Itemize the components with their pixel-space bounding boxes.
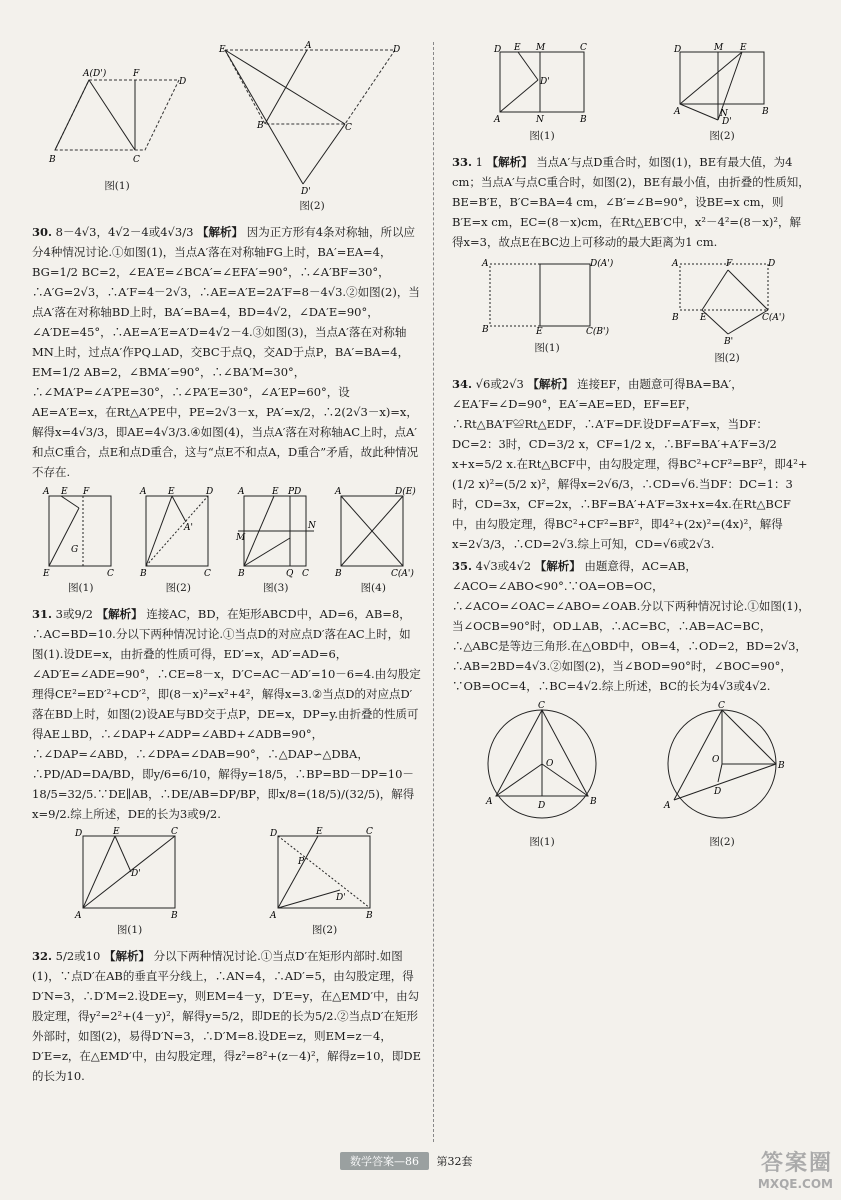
svg-text:A: A — [269, 911, 276, 921]
q31-figure-2-drawing — [269, 827, 380, 921]
svg-text:F: F — [726, 259, 733, 269]
svg-text:N: N — [720, 109, 728, 119]
svg-text:B: B — [590, 797, 597, 807]
svg-text:C: C — [170, 827, 178, 837]
svg-text:D': D' — [540, 77, 550, 87]
svg-text:B': B' — [724, 337, 734, 347]
q31-figure-1-caption: 图(1) — [116, 924, 143, 936]
q30-figure-4-drawing — [333, 486, 417, 579]
svg-text:C: C — [301, 569, 309, 579]
svg-text:E: E — [536, 327, 543, 337]
q35-figure-2 — [652, 700, 792, 852]
q34-answer: √6或2√3 — [475, 377, 524, 391]
svg-text:C: C — [365, 827, 373, 837]
svg-text:C: C — [106, 569, 114, 579]
svg-text:F: F — [133, 69, 140, 79]
svg-text:A: A — [335, 487, 342, 497]
q31-tag: 【解析】 — [96, 607, 143, 621]
q30-figure-1-drawing — [41, 486, 121, 579]
svg-text:A: A — [140, 487, 147, 497]
svg-text:D: D — [393, 45, 401, 55]
svg-text:B: B — [170, 911, 178, 921]
q32-figure-1 — [492, 44, 592, 146]
svg-text:C: C — [538, 701, 545, 711]
svg-text:B: B — [335, 569, 342, 579]
left-column — [32, 40, 422, 1088]
q33-text: 当点A′与点D重合时，如图(1)，BE有最大值，为4 cm；当点A′与点C重合时，如图(2)，BE有最小值，由折叠的性质知，BE=B′E，B′C=BA=4 cm，∠B′=∠B=90°，设BE=x cm，则B′E=x cm，EC=(8－x)cm，在Rt△EB′C中，x²－4²=(8－x)²，解得x=3，故点E在BC边上可移动的最大距离为1 cm. — [452, 155, 810, 249]
svg-text:A: A — [42, 487, 50, 497]
q31-text: 连接AC，BD，在矩形ABCD中，AD=6，AB=8，∴AC=BD=10.分以下两种情况讨论.①当点D的对应点D′落在AC上时，如图(1).设DE=x，由折叠的性质可得，ED′=x，AD′=AD=6，∠AD′E=∠ADE=90°，∴CE=8－x，D′C=AC－AD′=10－6=4.由勾股定理得CE²=ED′²+CD′²，即(8－x)²=x²+4²，解得x=3.②当点D的对应点D′落在BD上时，如图(2)设AE与BD交于点P，DE=x，DP=y.由折叠的性质可得AE⊥BD，∴∠DAP+∠ADP=∠ABD+∠ADB=90°，∴∠DAP=∠ABD，∴∠DPA=∠DAB=90°，∴△DAP∽△DBA，∴PD/AD=DA/BD，即y/6=6/10，解得y=18/5，∴BP=BD－DP=10－18/5=32/5.∵DE∥AB，∴DE/AB=DP/BP，即x/8=(18/5)/(32/5)，解得x=9/2.综上所述，DE的长为3或9/2. — [32, 607, 421, 821]
svg-text:A: A — [664, 801, 671, 811]
watermark-text-cn: 答案圈 — [760, 1151, 833, 1176]
q32-figures — [452, 44, 812, 146]
svg-text:B: B — [672, 313, 679, 323]
q31-figure-2 — [270, 828, 380, 940]
q30-figure-1 — [41, 486, 121, 598]
q30-text: 因为正方形有4条对称轴，所以应分4种情况讨论.①如图(1)，当点A′落在对称轴FG上时，BA′=EA=4，BG=1/2 BC=2，∠EA′E=∠BCA′=∠EFA′=90°，∴∠A′BF=30°，∴A′G=2√3，∴A′F=4－2√3，∴AE=A′E=2A′F=8－4√3.②如图(2)，当点A′落在对称轴BD上时，BA′=BA=4，BD=4√2，∠DA′E=90°，∠A′DE=45°，∴AE=A′E=A′D=4√2－4.③如图(3)，当点A′落在对称轴MN上时，过点A′作PQ⊥AD，交BC于点Q，交AD于点P，BA′=BA=4，EM=1/2 AB=2，∠BMA′=90°，∴∠BA′M=30°，∴∠MA′P=∠A′PE=30°，∴∠PA′E=30°，∠A′EP=60°，设AE=A′E=x，在Rt△A′PE中，PE=2√3－x，PA′=x/2，∴2(2√3－x)=x，解得x=4√3/3，即AE=4√3/3.④如图(4)，当点A′落在对称轴AC上时，点A′和点C重合，点E和点D重合，这与“点E不和点A，D重合”矛盾，故此种情况不存在. — [32, 225, 420, 479]
svg-text:M: M — [536, 43, 546, 53]
top-figure-2-caption: 图(2) — [299, 200, 325, 212]
q30-figure-4-caption: 图(4) — [360, 582, 386, 594]
top-figure-1-drawing — [47, 44, 187, 174]
q35-number: 35. — [452, 559, 473, 573]
q31-figure-2-caption: 图(2) — [311, 924, 338, 936]
q30-figure-1-caption: 图(1) — [68, 582, 94, 594]
top-figure-2-drawing — [217, 41, 407, 197]
svg-text:O: O — [712, 755, 720, 765]
q30-figure-3 — [236, 486, 316, 598]
svg-text:A: A — [74, 911, 81, 921]
q35-figures — [452, 700, 812, 852]
q35-figure-1 — [472, 700, 612, 852]
q30-answer: 8－4√3，4√2－4或4√3/3 — [55, 225, 194, 239]
svg-text:E: E — [514, 43, 521, 53]
q31-figure-1 — [75, 828, 185, 940]
set-label: 第32套 — [436, 1155, 473, 1168]
q33-figure-2-caption: 图(2) — [714, 352, 740, 364]
svg-text:C(B'): C(B') — [586, 327, 609, 337]
q32-figure-2-caption: 图(2) — [709, 130, 735, 142]
q33-tag: 【解析】 — [486, 155, 533, 169]
q31-figures — [32, 828, 422, 940]
svg-text:C: C — [580, 43, 587, 53]
svg-text:E: E — [315, 827, 323, 837]
q32-number: 32. — [32, 949, 53, 963]
q32-figure-2-drawing — [672, 43, 772, 127]
svg-text:D(A'): D(A') — [590, 259, 614, 269]
q33-block — [452, 152, 812, 252]
q32-block — [32, 946, 422, 1086]
q30-figure-2 — [138, 486, 218, 598]
watermark-logo — [713, 1146, 833, 1192]
q32-figure-1-drawing — [492, 44, 592, 124]
svg-text:D(E): D(E) — [395, 487, 417, 497]
svg-text:D: D — [179, 77, 187, 87]
svg-text:D: D — [269, 829, 277, 839]
q31-number: 31. — [32, 607, 53, 621]
svg-text:D': D' — [722, 117, 732, 127]
svg-text:Q: Q — [285, 569, 294, 579]
svg-text:O: O — [546, 759, 554, 769]
svg-text:N: N — [307, 521, 316, 531]
svg-text:D': D' — [301, 187, 311, 197]
q33-figure-2 — [672, 256, 785, 368]
q35-figure-1-caption: 图(1) — [529, 836, 555, 848]
svg-text:B: B — [49, 155, 56, 165]
q30-figure-2-caption: 图(2) — [165, 582, 191, 594]
svg-text:M: M — [714, 43, 724, 53]
svg-text:D: D — [206, 487, 214, 497]
svg-text:P: P — [297, 857, 304, 867]
right-column — [452, 40, 812, 858]
q31-block — [32, 604, 422, 824]
q30-tag: 【解析】 — [197, 225, 244, 239]
svg-text:M: M — [235, 533, 245, 543]
answer-page-label: 数学答案—86 — [340, 1152, 429, 1170]
q32-figure-1-caption: 图(1) — [529, 130, 555, 142]
svg-text:D': D' — [130, 869, 141, 879]
svg-text:A: A — [672, 259, 679, 269]
svg-text:F: F — [82, 487, 89, 497]
q30-figure-3-caption: 图(3) — [263, 582, 289, 594]
q34-number: 34. — [452, 377, 473, 391]
q35-figure-2-caption: 图(2) — [709, 836, 735, 848]
q33-figure-1-drawing — [482, 256, 612, 336]
svg-text:E: E — [700, 313, 707, 323]
top-figure-1 — [47, 44, 187, 196]
svg-text:E: E — [271, 487, 279, 497]
svg-text:D: D — [674, 45, 682, 55]
q34-block — [452, 374, 812, 554]
svg-text:B: B — [482, 325, 489, 335]
q35-figure-2-drawing — [652, 700, 792, 830]
svg-text:C(A'): C(A') — [391, 569, 415, 579]
q33-answer: 1 — [475, 155, 483, 169]
q31-figure-1-drawing — [74, 827, 185, 921]
svg-text:PD: PD — [287, 487, 302, 497]
q35-text: 由题意得，AC=AB，∠ACO=∠ABO<90°.∵OA=OB=OC，∴∠ACO=∠OAC=∠ABO=∠OAB.分以下两种情况讨论.①如图(1)，当∠OCB=90°时，OD⊥AB，∴AC=BC，∴AB=AC=BC，∴△ABC是等边三角形.在△OBD中，OB=4，∴OD=2，BD=2√3，∴AB=2BD=4√3.②如图(2)，当∠BOD=90°时，∠BOC=90°，∵OB=OC=4，∴BC=4√2.综上所述，BC的长为4√3或4√2. — [452, 559, 810, 693]
q31-answer: 3或9/2 — [55, 607, 93, 621]
svg-text:B: B — [140, 569, 147, 579]
q32-tag: 【解析】 — [103, 949, 150, 963]
svg-text:A: A — [486, 797, 493, 807]
svg-text:E: E — [42, 569, 50, 579]
q33-figures — [452, 256, 812, 368]
svg-text:C: C — [204, 569, 212, 579]
q33-figure-1-caption: 图(1) — [534, 342, 560, 354]
column-divider — [433, 42, 434, 1142]
q30-figure-4 — [333, 486, 417, 598]
svg-text:A: A — [305, 41, 312, 51]
svg-text:E: E — [60, 487, 68, 497]
svg-text:C: C — [345, 123, 352, 133]
q34-text: 连接EF，由题意可得BA=BA′，∠EA′F=∠D=90°，EA′=AE=ED，EF=EF，∴Rt△BA′F≌Rt△EDF，∴A′F=DF.设DF=A′F=x，当DF：DC=2：3时，CD=3/2 x，CF=1/2 x，∴BF=BA′+A′F=3/2 x+x=5/2 x.在Rt△BCF中，由勾股定理，得BC²+CF²=BF²，即4²+(1/2 x)²=(5/2 x)²，解得x=2√6/3，∴CD=√6.当DF：DC=1：3时，CD=3x，CF=2x，∴BF=BA′+A′F=3x+x=4x.在Rt△BCF中，由勾股定理，得BC²+CF²=BF²，即4²+(2x)²=(4x)²，解得x=2√3/3，∴CD=2√3.综上可知，CD=√6或2√3. — [452, 377, 808, 551]
svg-text:A: A — [494, 115, 501, 125]
svg-text:D: D — [768, 259, 776, 269]
svg-text:B: B — [365, 911, 373, 921]
svg-text:A(D'): A(D') — [83, 69, 107, 79]
q30-block — [32, 222, 422, 482]
svg-text:B: B — [580, 115, 587, 125]
svg-text:E: E — [740, 43, 747, 53]
q34-tag: 【解析】 — [527, 377, 574, 391]
q35-figure-1-drawing — [472, 700, 612, 830]
svg-text:D: D — [74, 829, 82, 839]
svg-text:B: B — [237, 569, 245, 579]
svg-text:C: C — [133, 155, 140, 165]
svg-text:E: E — [219, 45, 226, 55]
q30-figure-2-drawing — [138, 486, 218, 579]
q32-figure-2 — [672, 44, 772, 146]
watermark-text-url: MXQE.COM — [757, 1177, 833, 1191]
page-footer — [340, 1152, 540, 1174]
svg-text:E: E — [168, 487, 175, 497]
q33-figure-2-drawing — [672, 256, 785, 347]
q35-tag: 【解析】 — [534, 559, 581, 573]
q30-figure-3-drawing — [235, 486, 316, 579]
svg-text:B: B — [257, 121, 264, 131]
q35-block — [452, 556, 812, 696]
q30-number: 30. — [32, 225, 53, 239]
top-figure-2 — [217, 41, 407, 216]
top-figure-1-caption: 图(1) — [104, 180, 130, 192]
svg-text:D': D' — [335, 893, 346, 903]
svg-text:E: E — [112, 827, 120, 837]
q35-answer: 4√3或4√2 — [475, 559, 532, 573]
q33-figure-1 — [482, 256, 612, 358]
svg-text:D: D — [714, 787, 722, 797]
svg-text:C(A'): C(A') — [762, 313, 785, 323]
svg-text:A: A — [237, 487, 245, 497]
svg-text:A': A' — [184, 523, 194, 533]
svg-text:C: C — [718, 701, 725, 711]
svg-text:A: A — [482, 259, 489, 269]
q32-text: 分以下两种情况讨论.①当点D′在矩形内部时.如图(1)，∵点D′在AB的垂直平分线上，∴AN=4，∴AD′=5，由勾股定理，得D′N=3，∴D′M=2.设DE=y，则EM=4－y，D′E=y，在△EMD′中，由勾股定理，得y²=2²+(4－y)²，解得y=5/2，即DE的长为5/2.②当点D′在矩形外部时，如图(2)，易得D′N=3，∴D′M=8.设DE=z，则EM=z－4，D′E=z，在△EMD′中，由勾股定理，得z²=8²+(z－4)²，解得z=10，即DE的长为10. — [32, 949, 422, 1083]
svg-text:D: D — [538, 801, 546, 811]
q32-answer: 5/2或10 — [55, 949, 101, 963]
q30-figures — [32, 486, 422, 598]
top-figures — [32, 41, 422, 216]
svg-text:G: G — [70, 545, 78, 555]
svg-text:N: N — [536, 115, 544, 125]
svg-text:B: B — [762, 107, 769, 117]
svg-text:B: B — [778, 761, 785, 771]
svg-text:D: D — [494, 45, 502, 55]
svg-text:A: A — [674, 107, 681, 117]
q33-number: 33. — [452, 155, 473, 169]
